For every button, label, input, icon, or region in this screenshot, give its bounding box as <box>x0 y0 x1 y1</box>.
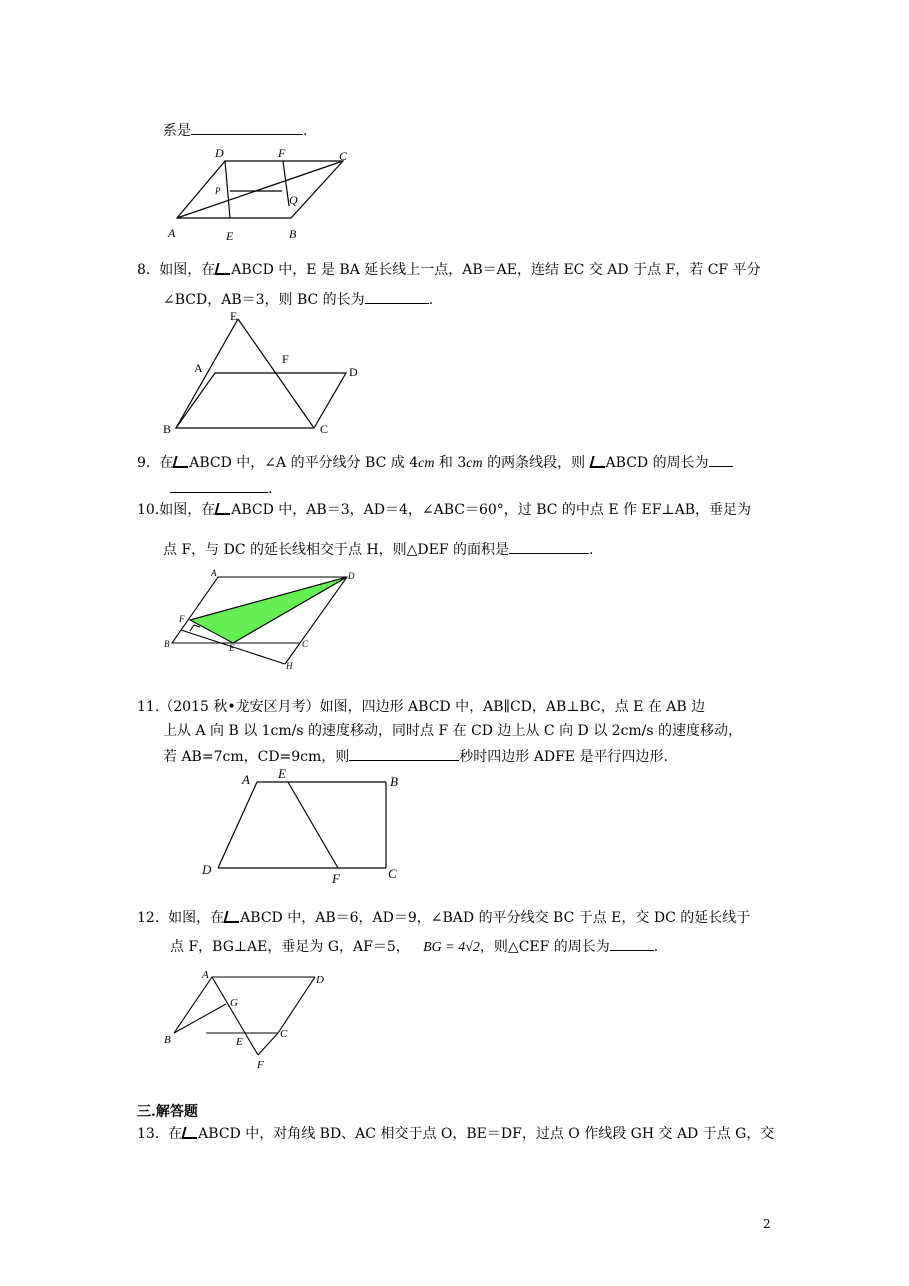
label-B: B <box>390 774 398 789</box>
answer-blank <box>509 539 589 554</box>
answer-blank <box>191 120 303 135</box>
label-D: D <box>349 365 358 379</box>
q8-text: ABCD 中，E 是 BA 延长线上一点，AB＝AE，连结 EC 交 AD 于点 F，若 CF 平分 <box>231 262 761 278</box>
parallelogram-symbol <box>216 505 230 515</box>
q13-line1 <box>137 1124 774 1144</box>
label-A: A <box>211 568 217 578</box>
q10-line2 <box>163 539 594 560</box>
question-number: 9. <box>137 455 151 471</box>
label-B: B <box>163 422 172 436</box>
label-P: P <box>215 186 221 196</box>
figure-q8 <box>158 308 368 438</box>
label-F: F <box>278 146 286 160</box>
q7-answer-line <box>163 120 307 141</box>
label-C: C <box>388 866 397 881</box>
q11-line3 <box>163 746 668 767</box>
q10-text: . <box>589 542 594 558</box>
page-number: 2 <box>763 1217 771 1231</box>
section-heading: 三.解答题 <box>137 1104 198 1120</box>
answer-blank <box>349 746 459 761</box>
q11-text: 若 AB=7cm，CD=9cm，则 <box>163 749 350 765</box>
q8-line1 <box>137 260 761 280</box>
q10-text: ABCD 中，AB＝3，AD＝4，∠ABC＝60°，过 BC 的中点 E 作 EF⊥AB，垂足为 <box>231 502 752 518</box>
q8-text: ∠BCD，AB＝3，则 BC 的长为 <box>163 292 365 308</box>
label-E: E <box>230 309 238 323</box>
answer-blank <box>170 478 268 493</box>
question-number: 12. <box>137 910 160 926</box>
figure-q11 <box>198 766 408 886</box>
label-A: A <box>168 226 176 240</box>
q11-text: 秒时四边形 ADFE 是平行四边形. <box>459 749 668 765</box>
bg-formula: BG = 4√2 <box>423 940 480 955</box>
q9-text: ABCD 中，∠A 的平分线分 BC 成 <box>189 455 405 471</box>
label-B: B <box>164 639 170 649</box>
q9-value: 4 <box>409 455 419 471</box>
q12-line2 <box>170 936 658 958</box>
figure-q10 <box>160 568 370 674</box>
q11-text: 上从 A 向 B 以 1cm/s 的速度移动，同时点 F 在 CD 边上从 C 向 D 以 2cm/s 的速度移动， <box>163 723 743 739</box>
q8-text: . <box>428 292 434 308</box>
q13-text: ABCD 中，对角线 BD、AC 相交于点 O，BE＝DF，过点 O 作线段 GH 交 AD 于点 G，交 <box>198 1126 775 1142</box>
q10-line1 <box>137 500 751 520</box>
question-number: 11. <box>137 699 160 715</box>
q13-text: 在 <box>168 1126 183 1142</box>
parallelogram-symbol <box>591 458 605 468</box>
label-G: G <box>230 997 238 1009</box>
q9-text: 和 <box>438 455 453 471</box>
q9-text: 的两条线段，则 <box>487 455 586 471</box>
q12-line1 <box>137 908 750 928</box>
label-D: D <box>316 974 324 986</box>
q7-suffix: . <box>303 123 308 139</box>
figure-q12 <box>160 966 340 1072</box>
q8-line2 <box>163 289 433 310</box>
label-Q: Q <box>289 193 298 207</box>
label-E: E <box>236 1036 243 1048</box>
label-E: E <box>278 766 286 781</box>
answer-blank <box>365 289 429 304</box>
question-number: 8. <box>137 262 151 278</box>
figure-q7 <box>165 146 365 242</box>
answer-blank <box>610 936 654 951</box>
q9-unit: cm <box>418 456 435 471</box>
question-number: 13. <box>137 1126 160 1142</box>
label-A: A <box>202 969 209 981</box>
label-D: D <box>215 146 224 160</box>
parallelogram-symbol <box>183 1129 197 1139</box>
question-number: 10. <box>137 502 160 518</box>
label-F: F <box>332 871 340 886</box>
q9-line1 <box>137 452 733 474</box>
label-D: D <box>348 571 355 581</box>
q12-text: . <box>653 939 659 955</box>
label-C: C <box>302 639 309 649</box>
q12-text: ，则△CEF 的周长为 <box>479 939 610 955</box>
label-F: F <box>282 352 289 366</box>
label-H: H <box>286 661 293 671</box>
answer-blank <box>709 452 733 467</box>
q12-text: ABCD 中，AB＝6，AD＝9，∠BAD 的平分线交 BC 于点 E，交 DC 的延长线于 <box>240 910 751 926</box>
label-A: A <box>194 361 203 375</box>
parallelogram-symbol <box>174 458 188 468</box>
q9-text: . <box>268 481 273 497</box>
label-D: D <box>202 862 212 877</box>
label-C: C <box>320 422 329 436</box>
q11-text: （2015 秋•龙安区月考）如图，四边形 ABCD 中，AB∥CD，AB⊥BC，点 E 在 AB 边 <box>159 699 706 715</box>
label-C: C <box>339 149 348 163</box>
q9-text: 在 <box>159 455 174 471</box>
q9-line2 <box>170 478 272 499</box>
q7-prefix: 系是 <box>163 123 191 139</box>
label-E: E <box>229 643 235 653</box>
q9-text: ABCD 的周长为 <box>605 455 709 471</box>
q9-value: 3 <box>457 455 467 471</box>
q9-unit: cm <box>466 456 483 471</box>
label-F: F <box>257 1059 264 1071</box>
label-C: C <box>280 1028 288 1040</box>
label-B: B <box>289 227 297 241</box>
parallelogram-symbol <box>225 913 239 923</box>
label-A: A <box>242 772 250 787</box>
q11-line2 <box>163 721 742 741</box>
q8-text: 如图，在 <box>159 262 216 278</box>
q12-text: 如图，在 <box>168 910 225 926</box>
q10-text: 点 F，与 DC 的延长线相交于点 H，则△DEF 的面积是 <box>163 542 510 558</box>
label-B: B <box>164 1034 171 1046</box>
q10-text: 如图，在 <box>159 502 216 518</box>
label-F: F <box>179 614 185 624</box>
label-E: E <box>226 229 234 242</box>
q12-text: 点 F，BG⊥AE，垂足为 G，AF＝5， <box>170 939 410 955</box>
q11-line1 <box>137 697 705 717</box>
parallelogram-symbol <box>216 265 230 275</box>
